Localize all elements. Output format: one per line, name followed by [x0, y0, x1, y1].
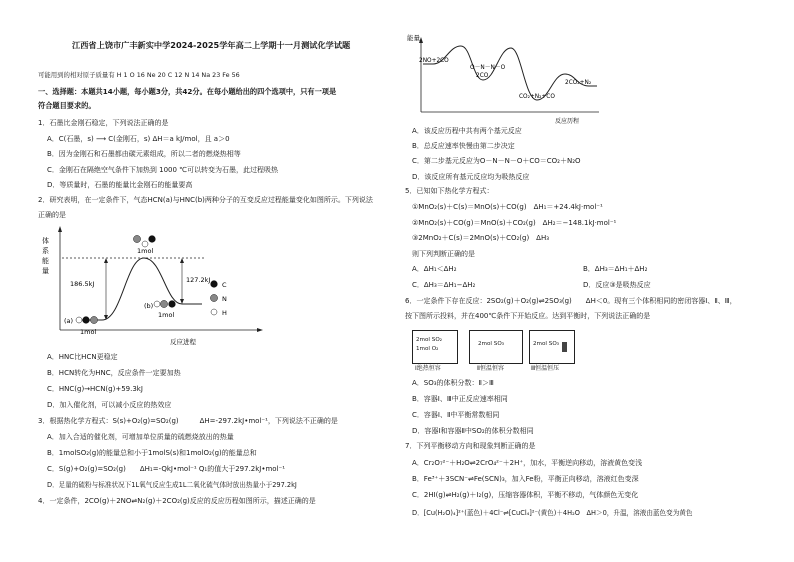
right-arrow-head-bottom [180, 299, 184, 304]
q2-option-b: B．HCN转化为HNC，反应条件一定要加热 [47, 369, 181, 377]
q2-stem-cont: 正确的是 [38, 211, 66, 219]
q6-option-c: C．容器Ⅰ、Ⅱ中平衡常数相同 [412, 411, 500, 419]
atom-c-b [168, 300, 175, 307]
q3-option-c: C．S(g)+O₂(g)=SO₂(g) ΔH₁=-QkJ•mol⁻¹ Q₁的值大于297.2kJ•mol⁻¹ [47, 465, 286, 473]
atom-c-a [82, 316, 89, 323]
atom-n-b [160, 300, 167, 307]
fig4-end: 2CO₂+N₂ [565, 80, 592, 86]
container-1 [412, 330, 458, 364]
atomic-masses: 可能用到的相对原子质量有 H 1 O 16 Ne 20 C 12 N 14 Na 23 Fe 56 [38, 71, 240, 79]
mol-b-label: (b) [144, 302, 154, 310]
q6-option-d: D．容器Ⅰ和容器Ⅱ中SO₂的体积分数相同 [412, 427, 534, 435]
atom-n-a [90, 316, 97, 323]
q3-option-d: D．足量的硫粉与标准状况下1L氧气反应生成1L二氧化硫气体时放出热量小于297.2kJ [47, 481, 297, 489]
q4-stem: 4．一定条件，2CO(g)＋2NO⇌N₂(g)＋2CO₂(g)反应的反应历程如图所示，描述正确的是 [38, 497, 316, 505]
legend-n-swatch [210, 294, 217, 301]
q1-stem: 1．石墨比金刚石稳定，下列说法正确的是 [38, 119, 169, 127]
container-1-line2: 1mol O₂ [416, 346, 439, 352]
q5-stem: 5．已知如下热化学方程式： [405, 187, 494, 195]
top-mol-label: 1mol [137, 247, 154, 255]
q2-option-d: D．加入催化剂，可以减小反应的热效应 [47, 401, 172, 409]
right-arrow-head-top [180, 258, 184, 263]
q4-option-d: D．该反应所有基元反应均为吸热反应 [412, 173, 530, 181]
y-axis-arrow [58, 226, 62, 232]
y-label-2: 系 [42, 247, 49, 255]
right-energy-label: 127.2kJ [186, 276, 211, 284]
container-1-label: Ⅰ绝热恒容 [415, 365, 441, 372]
q6-option-b: B．容器Ⅰ、Ⅲ中正反应速率相同 [412, 395, 508, 403]
y-label-1: 体 [42, 237, 49, 245]
container-3-content: 2mol SO₃ [533, 341, 559, 347]
left-arrow-head-top [104, 258, 108, 263]
energy-diagram-q2 [34, 222, 264, 347]
container-3 [529, 330, 575, 364]
q7-stem: 7．下列平衡移动方向和现象判断正确的是 [405, 442, 536, 450]
q4-option-b: B．总反应速率快慢由第二步决定 [412, 142, 515, 150]
container-2-label: Ⅱ恒温恒容 [477, 365, 504, 372]
legend-h: H [222, 309, 227, 317]
q5-equation-1: ①MnO₂(s)＋C(s)＝MnO(s)＋CO(g) ΔH₁＝+24.4kJ·mol⁻¹ [412, 203, 603, 211]
atom-h-a [76, 317, 82, 323]
q5-option-c: C．ΔH₃＝ΔH₁−ΔH₂ [412, 281, 476, 289]
q7-option-c: C．2HI(g)⇌H₂(g)＋I₂(g)，压缩容器体积，平衡不移动，气体颜色无变化 [412, 491, 639, 499]
q1-option-a: A．C(石墨，s) ⟶ C(金刚石，s) ΔH＝a kJ/mol，且 a＞0 [47, 135, 230, 143]
left-energy-label: 186.5kJ [70, 280, 95, 288]
q6-option-a: A．SO₃的体积分数：Ⅱ＞Ⅲ [412, 379, 494, 387]
fig4-mid1: O－N－N－O [470, 65, 506, 71]
mol-a-amount: 1mol [80, 328, 97, 336]
container-2-content: 2mol SO₃ [478, 341, 504, 347]
section-heading: 一、选择题：本题共14小题，每小题3分，共42分。在每小题给出的四个选项中，只有一项是 [38, 87, 337, 96]
page-title: 江西省上饶市广丰新实中学2024-2025学年高二上学期十一月测试化学试题 [72, 40, 351, 50]
fig4-x-label: 反应历程 [555, 118, 580, 125]
q6-stem-cont: 按下图所示投料，并在400℃条件下开始反应。达到平衡时，下列说法正确的是 [405, 312, 651, 320]
atom-h-b [154, 301, 160, 307]
container-2 [469, 330, 523, 364]
y-label-4: 量 [42, 267, 49, 275]
q4-option-a: A．该反应历程中共有两个基元反应 [412, 127, 522, 135]
q4-option-c: C．第二步基元反应为O－N－N－O＋CO＝CO₂＋N₂O [412, 157, 581, 165]
legend-c: C [222, 281, 227, 289]
q5-judge: 则下列判断正确的是 [412, 250, 475, 258]
reaction-history-diagram [407, 34, 607, 126]
q2-option-a: A．HNC比HCN更稳定 [47, 353, 118, 361]
atom-n-top [133, 235, 140, 242]
q2-stem: 2．研究表明，在一定条件下，气态HCN(a)与HNC(b)两种分子的互变反应过程能量变化如图所示。下列说法 [38, 196, 373, 204]
legend-n: N [222, 295, 227, 303]
x-label: 反应进程 [170, 338, 196, 346]
mol-a-label: (a) [64, 317, 74, 325]
q1-option-c: C．金刚石在隔绝空气条件下加热到 1000 ℃可以转变为石墨，此过程吸热 [47, 166, 279, 174]
legend-h-swatch [211, 309, 217, 315]
q7-option-d: D．[Cu(H₂O)₄]²⁺(蓝色)＋4Cl⁻⇌[CuCl₄]²⁻(黄色)＋4H₂O ΔH＞0，升温，溶液由蓝色变为黄色 [412, 509, 693, 517]
legend-c-swatch [210, 280, 217, 287]
fig4-curve [423, 46, 597, 100]
q5-option-b: B．ΔH₃＝ΔH₁＋ΔH₂ [583, 265, 648, 273]
atom-c-top [148, 235, 155, 242]
fig4-y-label: 能量 [407, 34, 420, 42]
q3-stem: 3．根据热化学方程式：S(s)+O₂(g)=SO₂(g) ΔH=-297.2kJ•mol⁻¹，下列说法不正确的是 [38, 417, 338, 425]
fig4-start: 2NO+2CO [419, 58, 449, 64]
y-label-3: 能 [42, 257, 49, 265]
x-axis-arrow [257, 328, 263, 332]
q6-stem: 6．一定条件下存在反应：2SO₂(g)＋O₂(g)⇌2SO₃(g) ΔH＜0。现有三个体积相同的密闭容器Ⅰ、Ⅱ、Ⅲ， [405, 297, 737, 305]
q3-option-a: A．加入合适的催化剂，可增加单位质量的硫燃烧放出的热量 [47, 433, 234, 441]
left-column [34, 0, 394, 562]
fig4-mid2: CO₂+N₂+CO [519, 94, 555, 100]
q7-option-a: A．Cr₂O₇²⁻＋H₂O⇌2CrO₄²⁻＋2H⁺，加水，平衡逆向移动，溶液黄色变浅 [412, 459, 643, 467]
q2-option-c: C．HNC(g)→HCN(g)+59.3kJ [47, 385, 143, 393]
q5-equation-3: ③2MnO₂＋C(s)＝2MnO(s)＋CO₂(g) ΔH₃ [412, 234, 550, 242]
q5-option-d: D．反应③是吸热反应 [583, 281, 651, 289]
q1-option-b: B．因为金刚石和石墨都由碳元素组成，所以二者的燃烧热相等 [47, 150, 241, 158]
q1-option-d: D．等质量时，石墨的能量比金刚石的能量要高 [47, 181, 193, 189]
container-1-line1: 2mol SO₂ [416, 337, 442, 343]
energy-curve [82, 258, 202, 320]
q5-equation-2: ②MnO₂(s)＋CO(g)＝MnO(s)＋CO₂(g) ΔH₂＝−148.1kJ·mol⁻¹ [412, 219, 617, 227]
q3-option-b: B．1molSO₂(g)的能量总和小于1molS(s)和1molO₂(g)的能量总和 [47, 449, 257, 457]
fig4-mid1b: 2CO [476, 73, 489, 79]
q7-option-b: B．Fe³⁺＋3SCN⁻⇌Fe(SCN)₃，加入Fe粉，平衡正向移动，溶液红色变深 [412, 475, 639, 483]
mol-b-amount: 1mol [158, 311, 175, 319]
piston-icon [562, 342, 567, 352]
section-heading-cont: 符合题目要求的。 [38, 101, 96, 110]
q5-option-a: A．ΔH₁＜ΔH₂ [412, 265, 457, 273]
container-3-label: Ⅲ恒温恒压 [531, 365, 560, 372]
right-column [405, 0, 775, 562]
